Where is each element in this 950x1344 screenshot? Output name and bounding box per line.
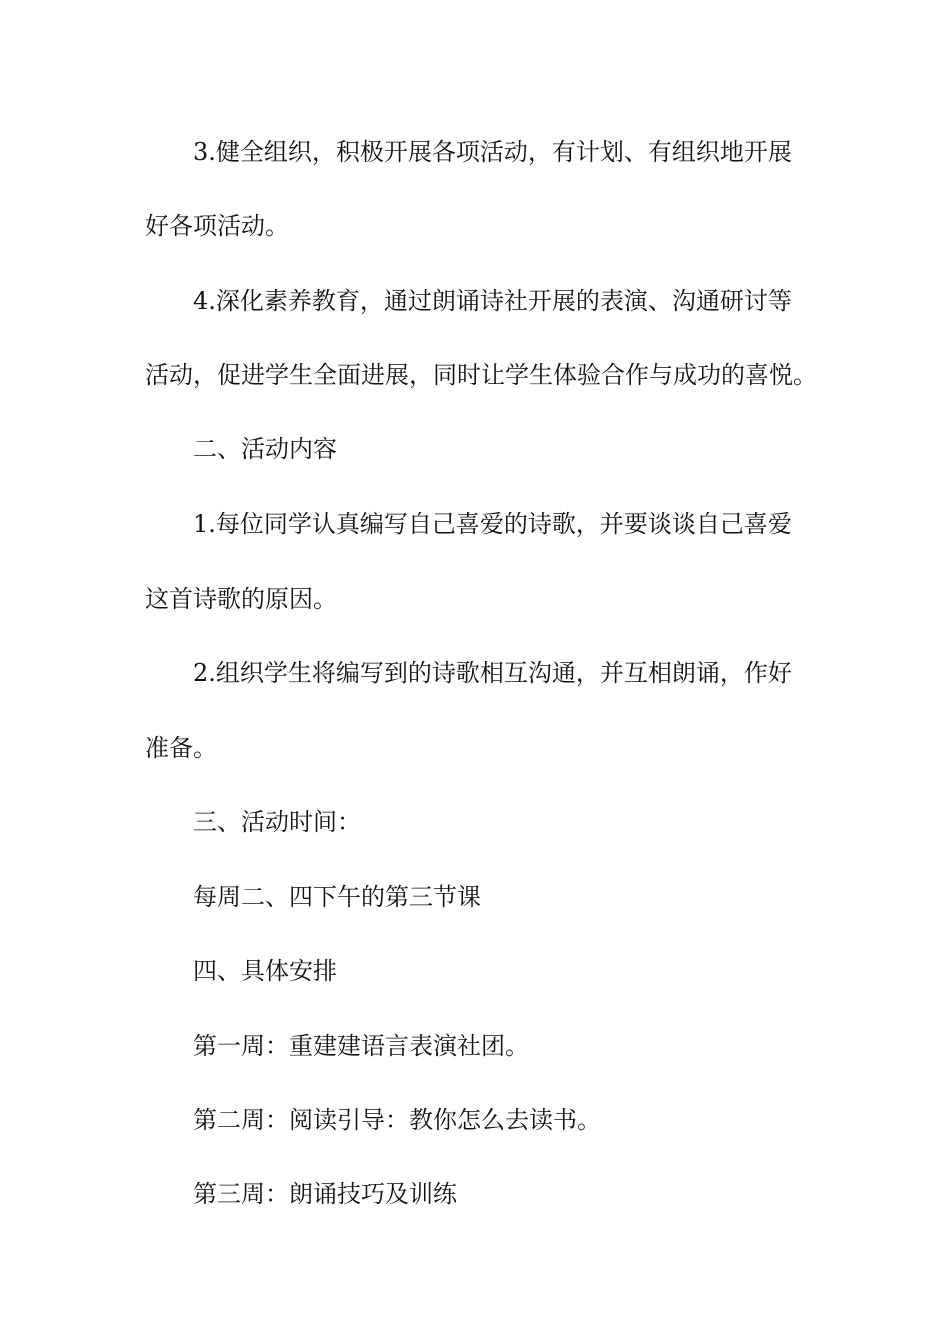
paragraph-line-content-1-cont: 这首诗歌的原因。 — [145, 585, 337, 613]
paragraph-line-goal-3: 3.健全组织，积极开展各项活动，有计划、有组织地开展 — [193, 138, 792, 166]
schedule-week-2: 第二周：阅读引导：教你怎么去读书。 — [193, 1106, 601, 1134]
section-heading-schedule: 四、具体安排 — [193, 957, 337, 985]
section-heading-time: 三、活动时间： — [193, 808, 361, 836]
paragraph-line-content-1: 1.每位同学认真编写自己喜爱的诗歌，并要谈谈自己喜爱 — [193, 510, 792, 538]
paragraph-line-goal-4: 4.深化素养教育，通过朗诵诗社开展的表演、沟通研讨等 — [193, 287, 792, 315]
paragraph-line-content-2: 2.组织学生将编写到的诗歌相互沟通，并互相朗诵，作好 — [193, 659, 792, 687]
section-heading-content: 二、活动内容 — [193, 435, 337, 463]
paragraph-line-goal-4-cont: 活动，促进学生全面进展，同时让学生体验合作与成功的喜悦。 — [145, 361, 817, 389]
schedule-week-1: 第一周：重建建语言表演社团。 — [193, 1032, 529, 1060]
paragraph-line-time: 每周二、四下午的第三节课 — [193, 883, 481, 911]
paragraph-line-content-2-cont: 准备。 — [145, 734, 217, 762]
paragraph-line-goal-3-cont: 好各项活动。 — [145, 212, 289, 240]
schedule-week-3: 第三周：朗诵技巧及训练 — [193, 1180, 457, 1208]
